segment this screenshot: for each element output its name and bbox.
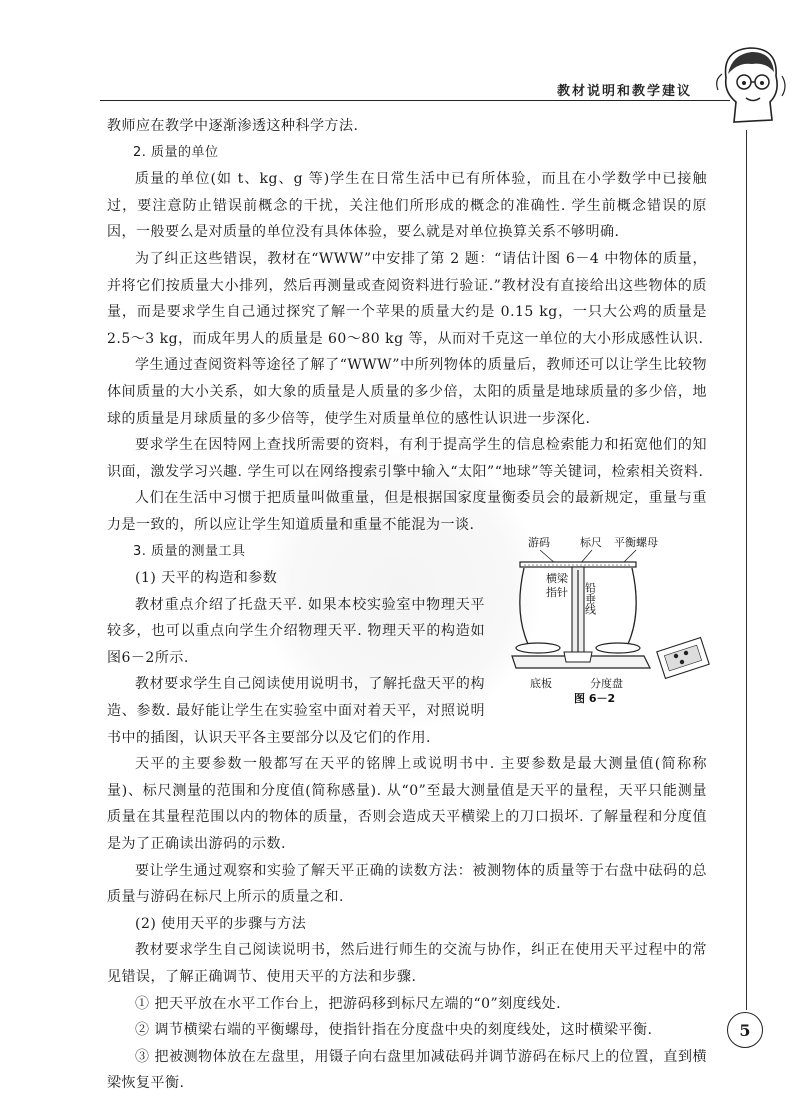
- list-item: ① 把天平放在水平工作台上，把游码移到标尺左端的“0”刻度线处.: [135, 995, 562, 1012]
- paragraph: 要求学生在因特网上查找所需要的资料，有利于提高学生的信息检索能力和拓宽他们的知识面，激发学习兴趣. 学生可以在网络搜索引擎中输入“太阳”“地球”等关键词，检索相关资料.: [107, 437, 707, 480]
- subsection-heading: (2) 使用天平的步骤与方法: [135, 915, 307, 932]
- cartoon-mascot-icon: [712, 40, 790, 128]
- balance-figure: [510, 532, 720, 704]
- running-header: 教材说明和教学建议: [556, 84, 692, 99]
- paragraph: 天平的主要参数一般都写在天平的铭牌上或说明书中. 主要参数是最大测量值(简称称量)、标尺测量的范围和分度值(简称感量). 从“0”至最大测量值是天平的量程，天平只能测量质量在其量程范围以内的物体的质量，否则会造成天平横梁上的刀口损坏. 了解量程和分度值是为了正确读出游码的示数.: [107, 756, 707, 853]
- fig-label-pointer: 指针: [546, 586, 568, 599]
- subsection-heading: (1) 天平的构造和参数: [135, 570, 278, 587]
- list-item: ③ 把被测物体放在左盘里，用镊子向右盘里加减砝码并调节游码在标尺上的位置，直到横梁恢复平衡.: [107, 1048, 707, 1092]
- section-heading: 3. 质量的测量工具: [133, 543, 246, 559]
- paragraph: 质量的单位(如 t、kg、g 等)学生在日常生活中已有所体验，而且在小学数学中已接触过，要注意防止错误前概念的干扰，关注他们所形成的概念的准确性. 学生前概念错误的原因，一般要么是对质量的单位没有具体体验，要么就是对单位换算关系不够明确.: [107, 171, 707, 241]
- paragraph: 学生通过查阅资料等途径了解了“WWW”中所列物体的质量后，教师还可以让学生比较物体间质量的大小关系，如大象的质量是人质量的多少倍，太阳的质量是地球质量的多少倍，地球的质量是月球质量的多少倍等，使学生对质量单位的感性认识进一步深化.: [107, 357, 707, 427]
- side-rule: [746, 130, 747, 1010]
- left-pan: [516, 643, 560, 653]
- figure-caption: 图 6－2: [574, 692, 616, 704]
- paragraph: 教材重点介绍了托盘天平. 如果本校实验室中物理天平较多，也可以重点向学生介绍物理天平. 物理天平的构造如图6－2所示.: [107, 596, 485, 666]
- fig-label-dial: 分度盘: [590, 677, 623, 690]
- page-number: 5: [727, 1012, 763, 1048]
- balance-beam: [520, 562, 636, 567]
- list-item: ② 调节横梁右端的平衡螺母，使指针指在分度盘中央的刻度线处，这时横梁平衡.: [135, 1022, 653, 1039]
- fig-label-balance-nut: 平衡螺母: [614, 536, 658, 549]
- fig-label-base: 底板: [530, 677, 552, 690]
- paragraph: 教师应在教学中逐渐渗透这种科学方法.: [107, 118, 359, 134]
- header-rule: [100, 100, 730, 101]
- section-heading: 2. 质量的单位: [133, 144, 219, 160]
- paragraph: 为了纠正这些错误，教材在“WWW”中安排了第 2 题：“请估计图 6－4 中物体的质量，并将它们按质量大小排列，然后再测量或查阅资料进行验证.”教材没有直接给出这些物体的质量，而是要求学生自己通过探究了解一个苹果的质量大约是 0.15 kg，一只大公鸡的质量是 2.5～3 kg，而成年男人的质量是 60～80 kg 等，从而对千克这一单位的大小形成感性认识.: [107, 250, 707, 347]
- fig-label-scale: 标尺: [580, 536, 602, 549]
- paragraph: 教材要求学生自己阅读说明书，然后进行师生的交流与协作，纠正在使用天平过程中的常见错误，了解正确调节、使用天平的方法和步骤.: [107, 942, 707, 985]
- paragraph: 人们在生活中习惯于把质量叫做重量，但是根据国家度量衡委员会的最新规定，重量与重力是一致的，所以应让学生知道质量和重量不能混为一谈.: [107, 490, 707, 533]
- fig-label-beam: 横梁: [546, 572, 568, 585]
- right-pan: [596, 643, 640, 653]
- fig-label-plumb: 铅垂线: [583, 582, 597, 615]
- fig-label-rider: 游码: [528, 536, 550, 549]
- paragraph: 教材要求学生自己阅读使用说明书，了解托盘天平的构造、参数. 最好能让学生在实验室中面对着天平，对照说明书中的插图，认识天平各主要部分以及它们的作用.: [107, 676, 485, 746]
- paragraph: 要让学生通过观察和实验了解天平正确的读数方法：被测物体的质量等于右盘中砝码的总质量与游码在标尺上所示的质量之和.: [107, 862, 707, 906]
